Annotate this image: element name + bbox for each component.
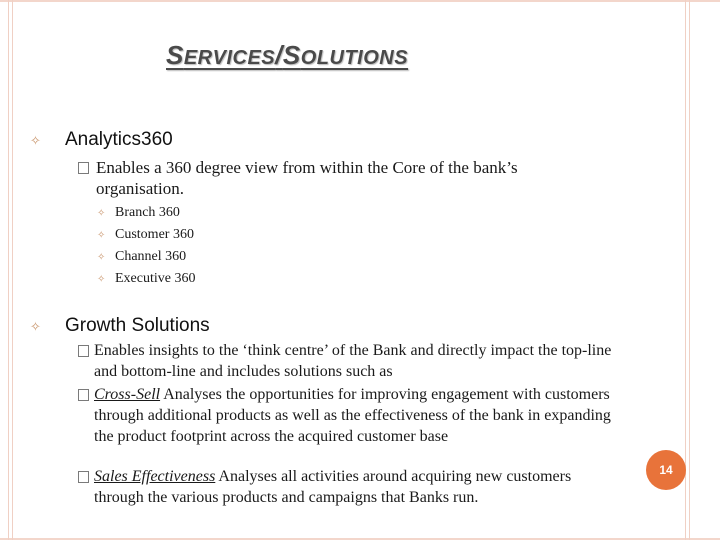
sales-effectiveness-link[interactable]: Sales Effectiveness: [94, 468, 216, 485]
frame-right-line: [685, 0, 686, 540]
checkbox-bullet-icon: [78, 389, 89, 401]
bullet-icon: ✧: [97, 230, 106, 241]
bullet-icon: ✧: [97, 252, 106, 263]
growth-point-sales-effectiveness: Sales Effectiveness Analyses all activities around acquiring new customers through the various products and campaigns that Banks run.: [94, 468, 572, 506]
section-heading-growth-solutions: Growth Solutions: [65, 315, 210, 336]
list-item-executive360: Executive 360: [115, 271, 196, 286]
growth-point-insights: Enables insights to the ‘think centre’ of the Bank and directly impact the top-line and bottom-line and includes solutions such as: [94, 342, 612, 380]
growth-point-cross-sell: Cross-Sell Analyses the opportunities for improving engagement with customers through additional products as well as the effectiveness of the bank in expanding the product footprint across the acquired customer base: [94, 386, 611, 445]
list-item-branch360: Branch 360: [115, 205, 180, 220]
bullet-icon: ✧: [97, 208, 106, 219]
page-number-badge: 14: [646, 450, 686, 490]
bullet-icon: ✧: [97, 274, 106, 285]
bullet-icon: ✧: [30, 320, 41, 335]
checkbox-bullet-icon: [78, 471, 89, 483]
bullet-icon: ✧: [30, 134, 41, 149]
checkbox-bullet-icon: [78, 345, 89, 357]
frame-left-line-inner: [12, 0, 13, 540]
analytics-point: [96, 157, 518, 199]
analytics-point-line1: Enables a 360 degree view from within the Core of the bank’s: [96, 158, 518, 177]
cross-sell-link[interactable]: Cross-Sell: [94, 386, 161, 403]
analytics-point-line2: organisation.: [96, 179, 184, 198]
section-heading-analytics360: Analytics360: [65, 129, 173, 150]
frame-left-line: [8, 0, 9, 540]
list-item-channel360: Channel 360: [115, 249, 187, 264]
frame-top-line: [0, 0, 720, 2]
checkbox-bullet-icon: [78, 162, 89, 174]
frame-right-line-inner: [689, 0, 690, 540]
list-item-customer360: Customer 360: [115, 227, 194, 242]
slide-title: SERVICES/SOLUTIONS: [166, 40, 409, 70]
